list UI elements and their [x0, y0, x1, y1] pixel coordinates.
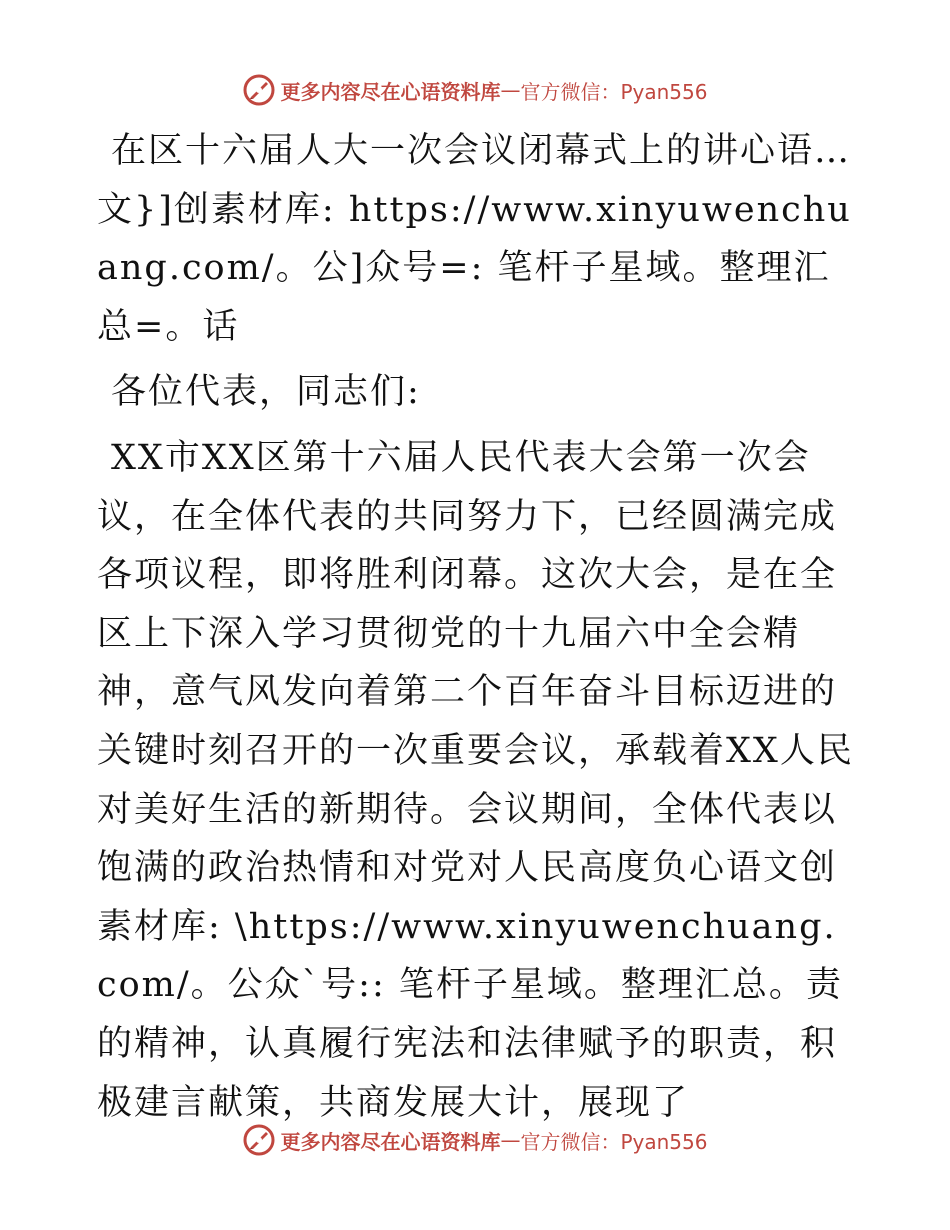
- document-body: [97, 122, 857, 1132]
- salutation: 各位代表，同志们:: [111, 372, 421, 413]
- footer-contact-text: 官方微信：Pyan556: [520, 1129, 708, 1154]
- footer-separator: —: [500, 1128, 521, 1152]
- header-site-text: 更多内容尽在心语资料库: [280, 79, 501, 104]
- header-separator: —: [500, 78, 521, 102]
- quill-pen-logo-icon: [242, 73, 276, 107]
- footer-banner: [0, 1120, 950, 1160]
- quill-pen-logo-icon: [242, 1123, 276, 1157]
- header-banner: [0, 70, 950, 110]
- body-paragraph: XX市XX区第十六届人民代表大会第一次会议，在全体代表的共同努力下，已经圆满完成各项议程，即将胜利闭幕。这次大会，是在全区上下深入学习贯彻党的十九届六中全会精神，意气风发向着第二个百年奋斗目标迈进的关键时刻召开的一次重要会议，承载着XX人民对美好生活的新期待。会议期间，全体代表以饱满的政治热情和对党对人民高度负心语文创素材库: \https://www.xinyuwenchuang.com/。公众`号:: 笔杆子星域。整理汇总。责的精神，认真履行宪法和法律赋予的职责，积极建言献策，共商发展大计，展现了: [97, 437, 854, 1123]
- footer-site-text: 更多内容尽在心语资料库: [280, 1129, 501, 1154]
- document-title: 在区十六届人大一次会议闭幕式上的讲心语…文}]创素材库: https://www.xinyuwenchuang.com/。公]众号=: 笔杆子星域。整理汇总=。话: [97, 131, 852, 347]
- header-contact-text: 官方微信：Pyan556: [520, 79, 708, 104]
